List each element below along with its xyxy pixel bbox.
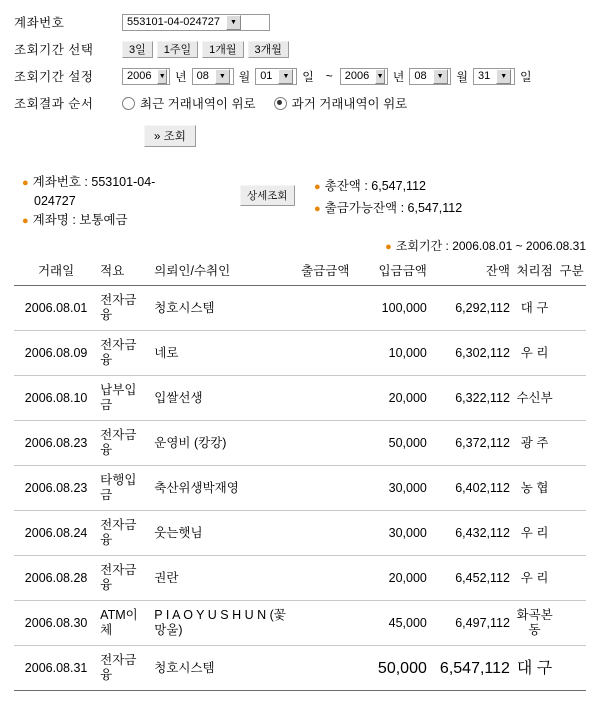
period-3days-button[interactable]: 3일 <box>122 41 153 58</box>
cell-kind: 전자금융 <box>98 331 146 376</box>
cell-in: 30,000 <box>351 466 428 511</box>
order-option-recent-first[interactable] <box>122 94 256 112</box>
table-row <box>14 376 586 421</box>
header-balance: 잔액 <box>429 262 512 286</box>
order-option-oldest-first-label: 과거 거래내역이 위로 <box>291 97 408 111</box>
cell-name: 운영비 (캉캉) <box>146 421 293 466</box>
cell-balance: 6,402,112 <box>429 466 512 511</box>
cell-name: 웃는햇님 <box>146 511 293 556</box>
cell-in: 30,000 <box>351 511 428 556</box>
order-option-oldest-first[interactable] <box>274 94 408 112</box>
period-1month-button[interactable]: 1개월 <box>202 41 243 58</box>
cell-division <box>557 466 586 511</box>
chevron-down-icon: ▼ <box>375 69 385 84</box>
bullet-icon: ● <box>314 181 321 193</box>
cell-out <box>294 331 352 376</box>
transaction-table <box>14 262 586 691</box>
to-day-select[interactable] <box>473 68 515 85</box>
cell-branch: 화곡본동 <box>512 601 557 646</box>
cell-division <box>557 511 586 556</box>
period-set-label: 조회기간 설정 <box>14 70 94 84</box>
cell-in: 45,000 <box>351 601 428 646</box>
header-branch: 처리점 <box>512 262 557 286</box>
cell-out <box>294 466 352 511</box>
cell-branch: 대 구 <box>512 286 557 331</box>
cell-out <box>294 556 352 601</box>
cell-kind: 전자금융 <box>98 646 146 691</box>
cell-out <box>294 421 352 466</box>
cell-date: 2006.08.24 <box>14 511 98 556</box>
cell-out <box>294 601 352 646</box>
cell-out <box>294 646 352 691</box>
cell-kind: 타행입금 <box>98 466 146 511</box>
radio-icon <box>122 97 135 110</box>
search-form <box>0 0 600 147</box>
from-year-unit: 년 <box>175 69 187 84</box>
summary-left <box>22 173 202 230</box>
order-row <box>14 91 600 115</box>
to-year-value: 2006 <box>344 69 370 82</box>
from-day-unit: 일 <box>302 69 314 84</box>
header-out: 출금금액 <box>294 262 352 286</box>
cell-balance: 6,497,112 <box>429 601 512 646</box>
chevron-down-icon: ▼ <box>278 69 293 84</box>
table-row <box>14 601 586 646</box>
cell-out <box>294 511 352 556</box>
cell-out <box>294 376 352 421</box>
summary-available-balance <box>314 197 462 219</box>
summary-account-name <box>22 211 202 230</box>
cell-name: 축산위생박재영 <box>146 466 293 511</box>
from-day-value: 01 <box>260 69 273 82</box>
period-select-label: 조회기간 선택 <box>14 43 94 57</box>
table-row <box>14 286 586 331</box>
cell-kind: 납부입금 <box>98 376 146 421</box>
header-in: 입금금액 <box>351 262 428 286</box>
cell-in: 50,000 <box>351 421 428 466</box>
summary-total-balance-label: 총잔액 : 6,547,112 <box>324 179 426 193</box>
cell-name: 네로 <box>146 331 293 376</box>
cell-branch: 우 리 <box>512 511 557 556</box>
cell-name: 청호시스템 <box>146 286 293 331</box>
period-1week-button[interactable]: 1주일 <box>157 41 198 58</box>
detail-inquiry-button[interactable]: 상세조회 <box>240 185 295 206</box>
cell-date: 2006.08.09 <box>14 331 98 376</box>
cell-division <box>557 601 586 646</box>
header-division: 구분 <box>557 262 586 286</box>
account-row <box>14 10 600 34</box>
cell-in: 20,000 <box>351 556 428 601</box>
cell-branch: 대 구 <box>512 646 557 691</box>
search-button[interactable]: » 조회 <box>144 125 196 147</box>
inquiry-period-text: 조회기간 : 2006.08.01 ~ 2006.08.31 <box>395 239 586 253</box>
account-summary <box>22 173 600 235</box>
summary-account-no-cont: 024727 <box>34 194 76 208</box>
header-date: 거래일 <box>14 262 98 286</box>
cell-balance: 6,452,112 <box>429 556 512 601</box>
from-year-value: 2006 <box>127 69 152 82</box>
cell-balance: 6,292,112 <box>429 286 512 331</box>
to-month-value: 08 <box>414 69 427 82</box>
from-month-unit: 월 <box>238 69 251 84</box>
cell-division <box>557 376 586 421</box>
cell-name: 청호시스템 <box>146 646 293 691</box>
cell-branch: 우 리 <box>512 556 557 601</box>
table-header-row <box>14 262 586 286</box>
cell-date: 2006.08.10 <box>14 376 98 421</box>
from-year-select[interactable] <box>122 68 170 85</box>
cell-branch: 농 협 <box>512 466 557 511</box>
cell-division <box>557 646 586 691</box>
order-label: 조회결과 순서 <box>14 97 94 111</box>
period-set-row <box>14 64 600 88</box>
cell-date: 2006.08.23 <box>14 421 98 466</box>
from-month-select[interactable] <box>192 68 234 85</box>
cell-balance: 6,432,112 <box>429 511 512 556</box>
summary-account-name-label: 계좌명 : 보통예금 <box>32 213 128 227</box>
table-row <box>14 646 586 691</box>
cell-in: 50,000 <box>351 646 428 691</box>
summary-available-balance-label: 출금가능잔액 : 6,547,112 <box>324 201 463 215</box>
summary-account-no-label: 계좌번호 : 553101-04- <box>32 175 156 189</box>
cell-kind: 전자금융 <box>98 421 146 466</box>
account-label: 계좌번호 <box>14 16 65 30</box>
cell-division <box>557 331 586 376</box>
from-day-select[interactable] <box>255 68 297 85</box>
inquiry-period-line <box>0 237 600 254</box>
chevron-down-icon: ▼ <box>215 69 230 84</box>
cell-branch: 광 주 <box>512 421 557 466</box>
period-quick-row <box>14 37 600 61</box>
to-day-value: 31 <box>477 69 491 82</box>
cell-kind: 전자금융 <box>98 556 146 601</box>
to-year-unit: 년 <box>392 69 405 84</box>
radio-checked-icon <box>274 97 287 110</box>
cell-date: 2006.08.31 <box>14 646 98 691</box>
chevron-down-icon: ▼ <box>157 69 167 84</box>
cell-branch: 우 리 <box>512 331 557 376</box>
table-row <box>14 466 586 511</box>
cell-out <box>294 286 352 331</box>
cell-date: 2006.08.01 <box>14 286 98 331</box>
to-month-select[interactable] <box>409 68 451 85</box>
bullet-icon: ● <box>22 177 29 189</box>
cell-date: 2006.08.23 <box>14 466 98 511</box>
to-year-select[interactable] <box>340 68 388 85</box>
cell-branch: 수신부 <box>512 376 557 421</box>
table-row <box>14 421 586 466</box>
cell-in: 10,000 <box>351 331 428 376</box>
cell-division <box>557 556 586 601</box>
cell-in: 20,000 <box>351 376 428 421</box>
cell-name: 입쌀선생 <box>146 376 293 421</box>
bullet-icon: ● <box>385 241 392 253</box>
to-month-unit: 월 <box>456 69 468 84</box>
cell-name: P I A O Y U S H U N (꽃망울) <box>146 601 293 646</box>
bullet-icon: ● <box>314 203 321 215</box>
cell-balance: 6,547,112 <box>429 646 512 691</box>
cell-division <box>557 421 586 466</box>
summary-right <box>314 175 462 219</box>
cell-kind: 전자금융 <box>98 511 146 556</box>
account-select-value: 553101-04-024727 <box>127 15 220 28</box>
chevron-down-icon: ▼ <box>226 15 241 30</box>
table-row <box>14 511 586 556</box>
cell-name: 권란 <box>146 556 293 601</box>
summary-total-balance <box>314 175 462 197</box>
cell-balance: 6,302,112 <box>429 331 512 376</box>
header-name: 의뢰인/수취인 <box>146 262 293 286</box>
submit-row <box>144 125 600 147</box>
cell-balance: 6,372,112 <box>429 421 512 466</box>
chevron-down-icon: ▼ <box>433 69 448 84</box>
period-3months-button[interactable]: 3개월 <box>248 41 289 58</box>
from-month-value: 08 <box>196 69 209 82</box>
table-row <box>14 556 586 601</box>
date-range-separator: ~ <box>325 69 333 83</box>
cell-kind: 전자금융 <box>98 286 146 331</box>
cell-date: 2006.08.30 <box>14 601 98 646</box>
order-option-recent-first-label: 최근 거래내역이 위로 <box>140 97 256 111</box>
summary-account-no <box>22 173 202 211</box>
cell-in: 100,000 <box>351 286 428 331</box>
cell-balance: 6,322,112 <box>429 376 512 421</box>
cell-date: 2006.08.28 <box>14 556 98 601</box>
to-day-unit: 일 <box>519 69 532 84</box>
bullet-icon: ● <box>22 215 29 227</box>
cell-kind: ATM이체 <box>98 601 146 646</box>
chevron-down-icon: ▼ <box>496 69 511 84</box>
header-kind: 적요 <box>98 262 146 286</box>
cell-division <box>557 286 586 331</box>
account-select[interactable] <box>122 14 270 31</box>
table-row <box>14 331 586 376</box>
